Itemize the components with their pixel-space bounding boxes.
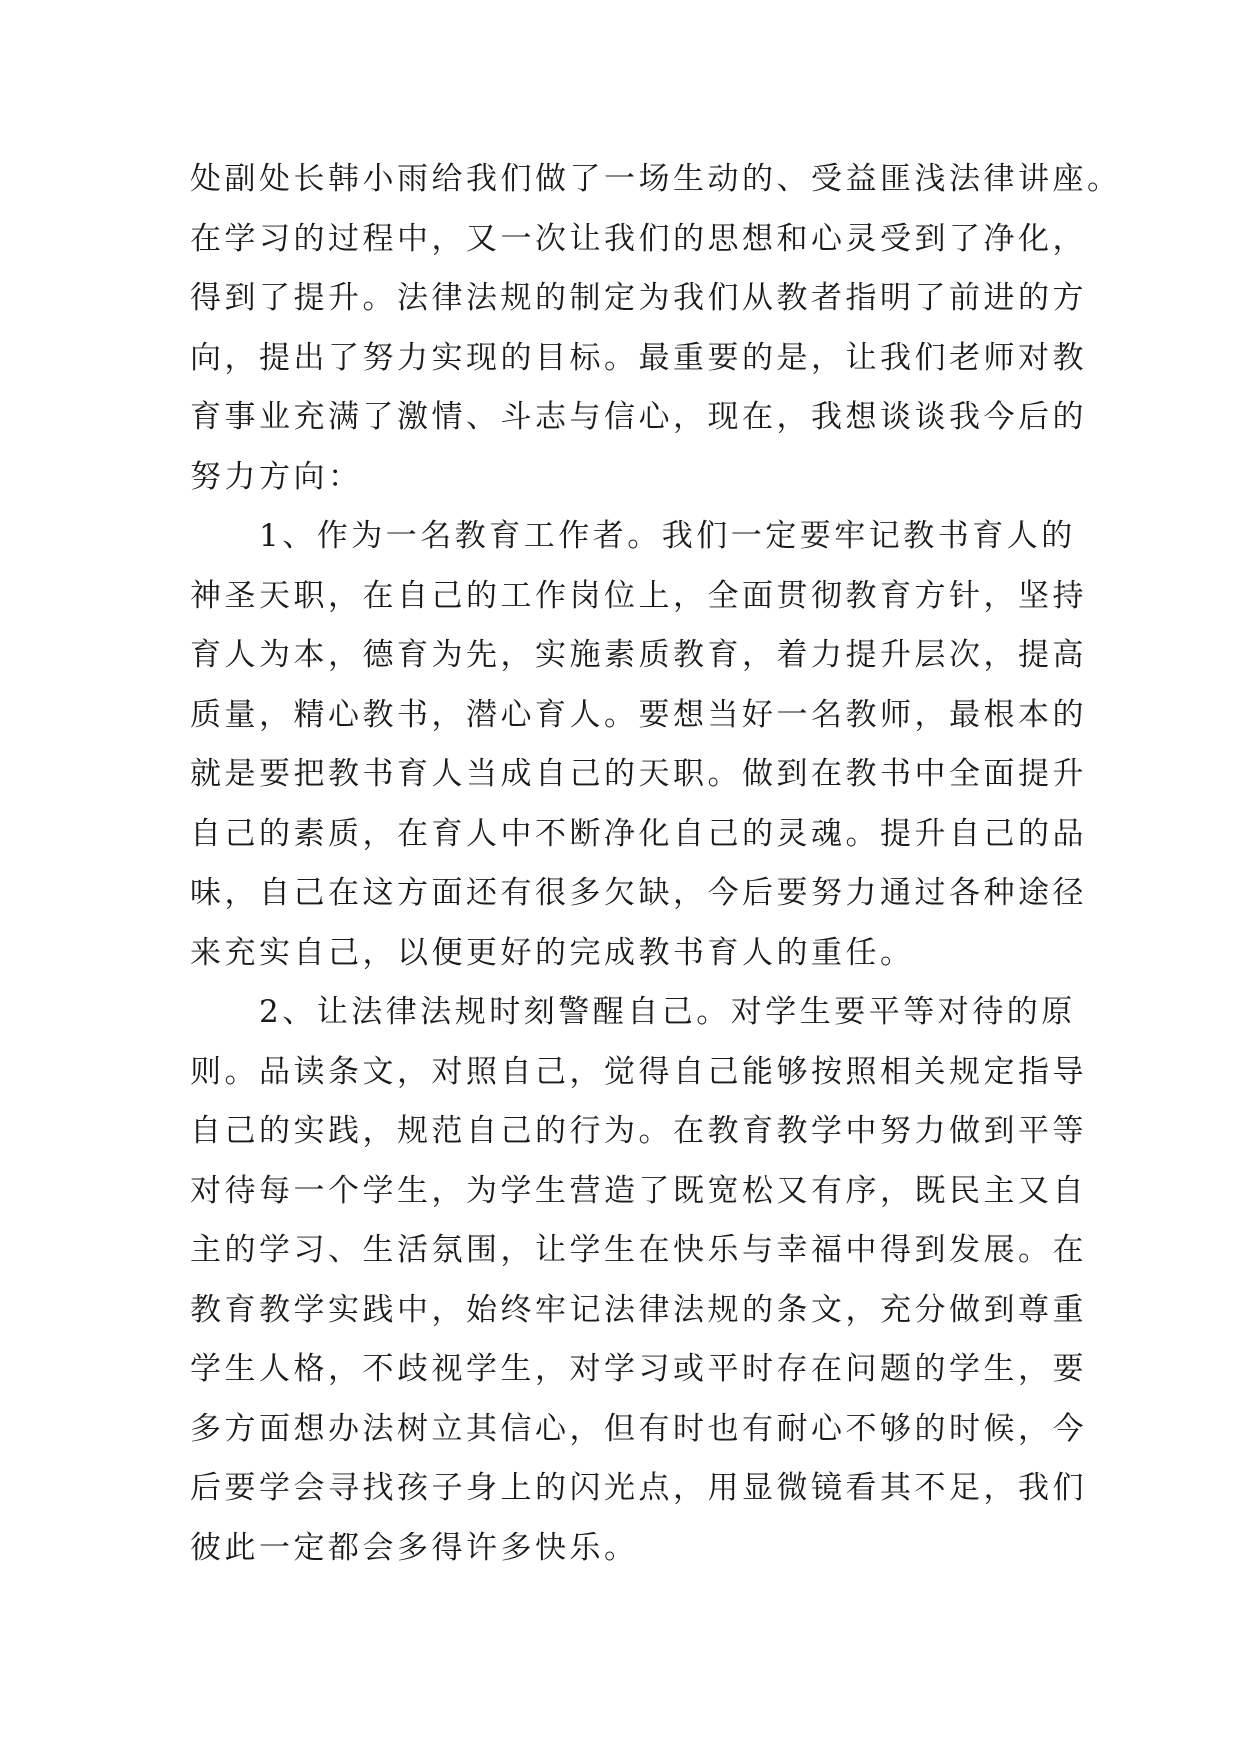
text-line: 向，提出了努力实现的目标。最重要的是，让我们老师对教	[190, 339, 1087, 376]
text-line: 就是要把教书育人当成自己的天职。做到在教书中全面提升	[190, 756, 1087, 792]
text-line: 得到了提升。法律法规的制定为我们从教者指明了前进的方	[190, 280, 1087, 316]
text-line: 学生人格，不歧视学生，对学习或平时存在问题的学生，要	[190, 1351, 1087, 1387]
text-line: 神圣天职，在自己的工作岗位上，全面贯彻教育方针，坚持	[190, 577, 1087, 614]
text-line: 味，自己在这方面还有很多欠缺，今后要努力通过各种途径	[190, 875, 1087, 911]
text-line: 多方面想办法树立其信心，但有时也有耐心不够的时候，今	[190, 1410, 1087, 1447]
text-line: 主的学习、生活氛围，让学生在快乐与幸福中得到发展。在	[190, 1232, 1087, 1268]
text-line: 来充实自己，以便更好的完成教书育人的重任。	[190, 934, 915, 971]
text-line: 育人为本，德育为先，实施素质教育，着力提升层次，提高	[190, 637, 1087, 673]
text-line: 质量，精心教书，潜心育人。要想当好一名教师，最根本的	[190, 696, 1087, 733]
text-line: 后要学会寻找孩子身上的闪光点，用显微镜看其不足，我们	[190, 1470, 1087, 1506]
paragraph-1-start: 1、作为一名教育工作者。我们一定要牢记教书育人的	[190, 518, 1076, 554]
text-line: 处副处长韩小雨给我们做了一场生动的、受益匪浅法律讲座。	[190, 161, 1122, 197]
document-body	[190, 150, 1122, 1578]
text-line: 在学习的过程中，又一次让我们的思想和心灵受到了净化，	[190, 220, 1087, 257]
text-line: 则。品读条文，对照自己，觉得自己能够按照相关规定指导	[190, 1053, 1087, 1090]
paragraph-2-start: 2、让法律法规时刻警醒自己。对学生要平等对待的原	[190, 994, 1076, 1030]
text-line: 自己的实践，规范自己的行为。在教育教学中努力做到平等	[190, 1113, 1087, 1149]
text-line: 对待每一个学生，为学生营造了既宽松又有序，既民主又自	[190, 1172, 1087, 1209]
text-line: 教育教学实践中，始终牢记法律法规的条文，充分做到尊重	[190, 1291, 1087, 1328]
text-line: 努力方向：	[190, 458, 363, 495]
text-line: 彼此一定都会多得许多快乐。	[190, 1529, 639, 1566]
text-line: 自己的素质，在育人中不断净化自己的灵魂。提升自己的品	[190, 815, 1087, 852]
text-line: 育事业充满了激情、斗志与信心，现在，我想谈谈我今后的	[190, 399, 1087, 435]
